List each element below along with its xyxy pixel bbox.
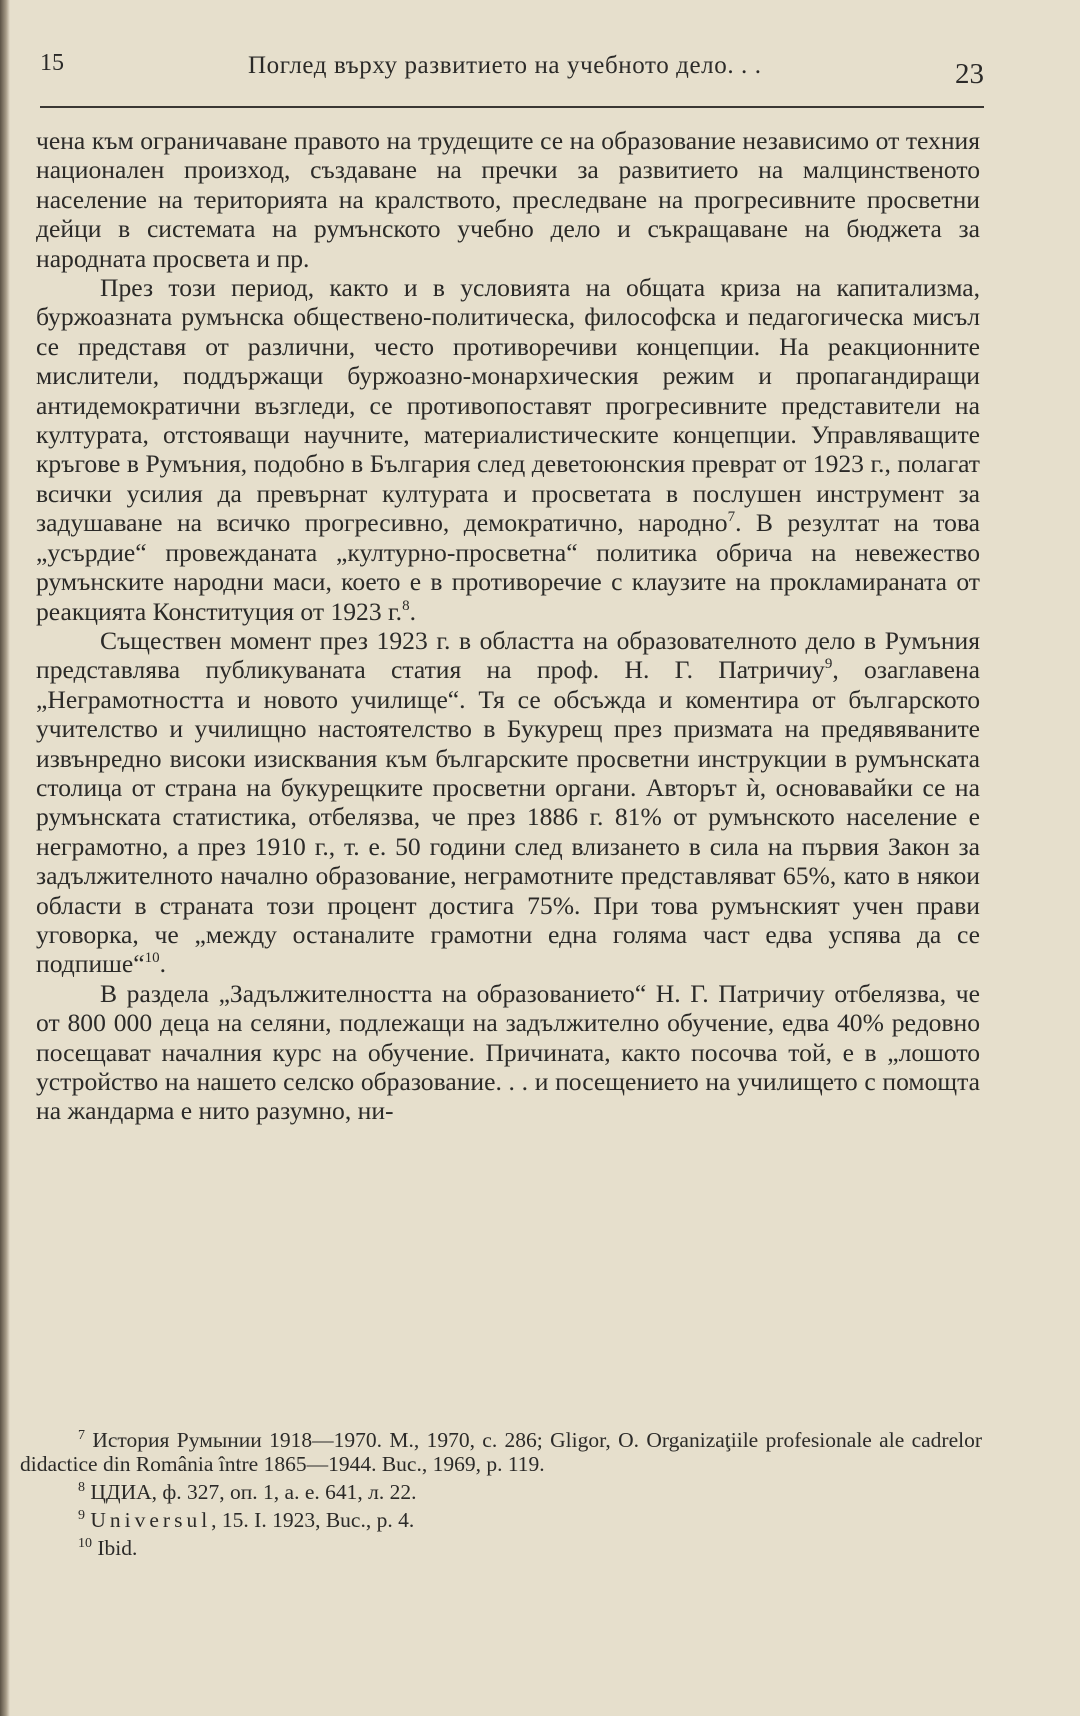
paragraph [36, 979, 980, 1126]
footnote-text: Ibid. [97, 1536, 138, 1560]
footnote-text: История Румынии 1918—1970. М., 1970, с. 286; Gligor, O. Organizaţiile profesionale ale cadrelor didactice din România între 1865—1944. Buc., 1969, p. 119. [20, 1428, 983, 1476]
footnote-ref: 9 [824, 656, 833, 673]
footnote-mark: 8 [78, 1480, 85, 1495]
footnote-text: , 15. I. 1923, Buc., p. 4. [211, 1508, 415, 1532]
body-text [36, 126, 980, 1126]
paragraph-text: чена към ограничаване правото на трудещите се на образование независимо от техния национален произход, създаване на пречки за развитието на малцинственото население на територията на кралството, преследване на прогресивните просветни дейци в системата на румънското учебно дело и съкращаване на бюджета за народната просвета и пр. [36, 126, 980, 273]
page-number: 23 [955, 58, 984, 90]
footnote-text: ЦДИА, ф. 327, оп. 1, а. е. 641, л. 22. [90, 1480, 417, 1504]
footnote [20, 1428, 982, 1476]
footnote [20, 1508, 982, 1532]
paragraph-text: Съществен момент през 1923 г. в областта на образователното дело в Румъния представлява публикуваната статия на проф. Н. Г. Патричиу [36, 625, 980, 685]
paragraph-text: В раздела „Задължителността на образованието“ Н. Г. Патричиу отбелязва, че от 800 000 деца на селяни, подлежащи на задължително обучение, едва 40% редовно посещават началния курс на обучение. Причината, както посочва той, е в „лошото устройство на нашето селско образование. . . и посещението на училището с помощта на жандарма е нито разумно, ни- [36, 978, 980, 1126]
paragraph-text: . [409, 596, 416, 626]
signature-mark: 15 [40, 50, 64, 76]
paragraph [36, 626, 980, 979]
paragraph-text: . В резултат на това „усърдие“ провежданата „културно-просветна“ политика обрича на невежество румънските народни маси, което е в противоречие с клаузите на прокламираната от реакцията Конституция от 1923 г. [36, 508, 980, 626]
paragraph [36, 126, 980, 273]
header-rule [40, 106, 984, 108]
paragraph-text: През този период, както и в условията на общата криза на капитализма, буржоазната румънска обществено-политическа, философска и педагогическа мисъл се представя от различни, често противоречиви концепции. На реакционните мислители, поддържащи буржоазно-монархическия режим и пропагандиращи антидемократични възгледи, се противопоставят прогресивните представители на културата, отстояващи научните, материалистическите концепции. Управляващите кръгове в Румъния, подобно в България след деветоюнския преврат от 1923 г., полагат всички усилия да превърнат културата и просветата в послушен инструмент за задушаване на всичко прогресивно, демократично, народно [36, 273, 980, 538]
footnotes [20, 1428, 982, 1564]
footnote-mark: 10 [78, 1536, 92, 1551]
paragraph-text: . [159, 949, 167, 979]
running-title: Поглед върху развитието на учебното дело. . . [248, 52, 762, 79]
footnote-ref: 7 [727, 509, 736, 526]
footnote-ref: 8 [402, 597, 410, 614]
footnote-mark: 7 [78, 1428, 85, 1443]
paragraph-text: , озаглавена „Неграмотността и новото училище“. Тя се обсъжда и коментира от българското учителство и училищно настоятелство в Букурещ през призмата на предявяваните извънредно високи изисквания към българските просветни инструкции в румънската столица от страна на букурещките просветни органи. Авторът ѝ, основавайки се на румънската статистика, отбелязва, че през 1886 г. 81% от румънското население е неграмотно, а през 1910 г., т. е. 50 години след влизането в сила на първия Закон за задължителното начално образование, неграмотните представляват 65%, като в някои области в страната този процент достига 75%. При това румънският учен прави уговорка, че „между останалите грамотни една голяма част едва успява да се подпише“ [36, 655, 980, 979]
footnote [20, 1536, 982, 1560]
footnote [20, 1480, 982, 1504]
footnote-source-title: Universul [90, 1508, 212, 1532]
page-header [40, 46, 984, 96]
paragraph [36, 273, 980, 626]
footnote-mark: 9 [78, 1508, 85, 1523]
footnote-ref: 10 [144, 950, 160, 967]
